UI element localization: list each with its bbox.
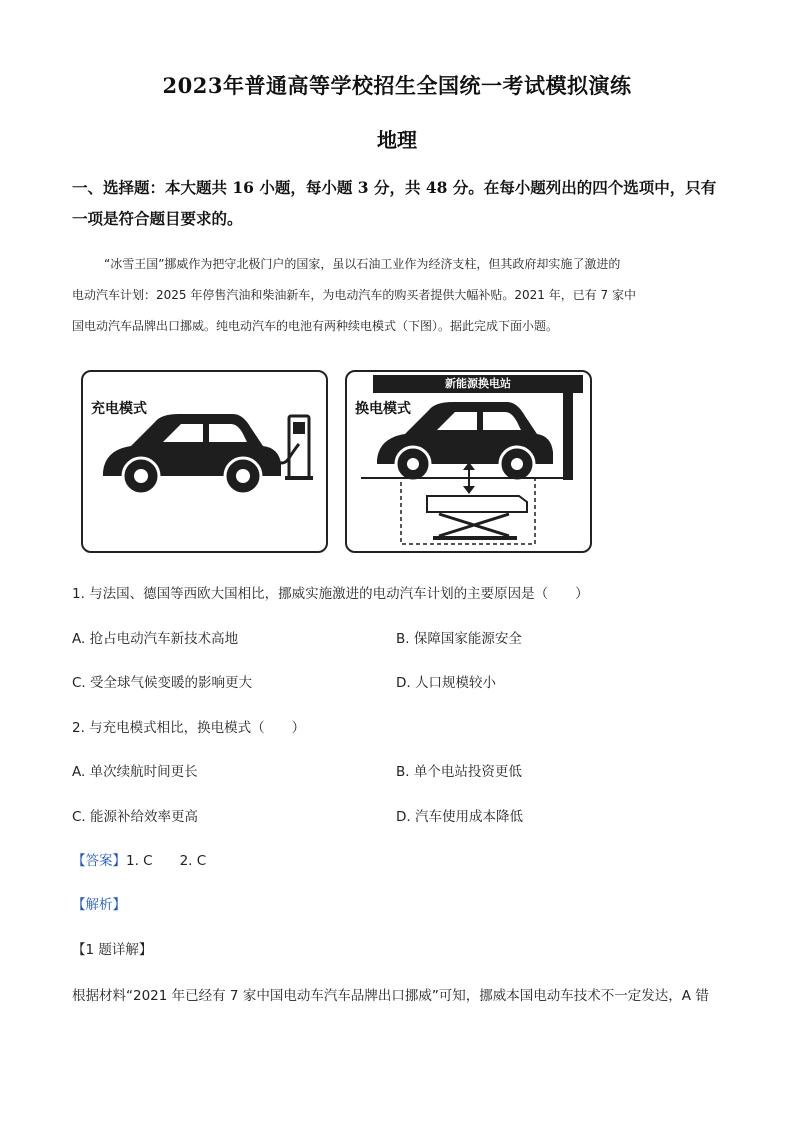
material-line1: “冰雪王国”挪威作为把守北极门户的国家，虽以石油工业作为经济支柱，但其政府却实施了激进的 [104, 257, 621, 271]
question-1-option-b[interactable]: B. 保障国家能源安全 [396, 631, 522, 647]
answer-text: 1. C 2. C [126, 853, 207, 869]
station-banner: 新能源换电站 [373, 375, 583, 393]
material-line3: 国电动汽车品牌出口挪威。纯电动汽车的电池有两种续电模式（下图）。据此完成下面小题。 [72, 319, 559, 333]
charging-car-illustration [83, 372, 326, 551]
material-line2: 电动汽车计划：2025 年停售汽油和柴油新车，为电动汽车的购买者提供大幅补贴。2021 年，已有 7 家中 [72, 288, 636, 302]
question-1-option-a[interactable]: A. 抢占电动汽车新技术高地 [72, 631, 239, 647]
question-1-stem: 1. 与法国、德国等西欧大国相比，挪威实施激进的电动汽车计划的主要原因是（ ） [72, 586, 589, 602]
charging-mode-panel [81, 370, 328, 553]
question-2-option-c[interactable]: C. 能源补给效率更高 [72, 809, 199, 825]
page-title: 2023年普通高等学校招生全国统一考试模拟演练 [162, 73, 632, 98]
question-1-option-c[interactable]: C. 受全球气候变暖的影响更大 [72, 675, 253, 691]
swap-station-illustration [347, 372, 590, 551]
question-2-option-b[interactable]: B. 单个电站投资更低 [396, 764, 522, 780]
detail-heading: 【1 题详解】 [72, 942, 153, 958]
section-heading-line2: 一项是符合题目要求的。 [72, 209, 243, 228]
question-2-option-a[interactable]: A. 单次续航时间更长 [72, 764, 198, 780]
swap-mode-label: 换电模式 [355, 401, 411, 417]
section-heading-line1: 一、选择题：本大题共 16 小题，每小题 3 分，共 48 分。在每小题列出的四个选项中，只有 [72, 178, 717, 197]
question-1-option-d[interactable]: D. 人口规模较小 [396, 675, 496, 691]
subject-title: 地理 [377, 128, 417, 152]
question-2-option-d[interactable]: D. 汽车使用成本降低 [396, 809, 523, 825]
swap-mode-panel [345, 370, 592, 553]
question-2-stem: 2. 与充电模式相比，换电模式（ ） [72, 720, 306, 736]
detail-text: 根据材料“2021 年已经有 7 家中国电动车汽车品牌出口挪威”可知，挪威本国电动车技术不一定发达，A 错 [72, 988, 709, 1004]
analysis-tag: 【解析】 [72, 897, 126, 913]
answer-line [72, 849, 206, 869]
charging-mode-label: 充电模式 [91, 401, 147, 417]
answer-tag: 【答案】 [72, 853, 126, 869]
